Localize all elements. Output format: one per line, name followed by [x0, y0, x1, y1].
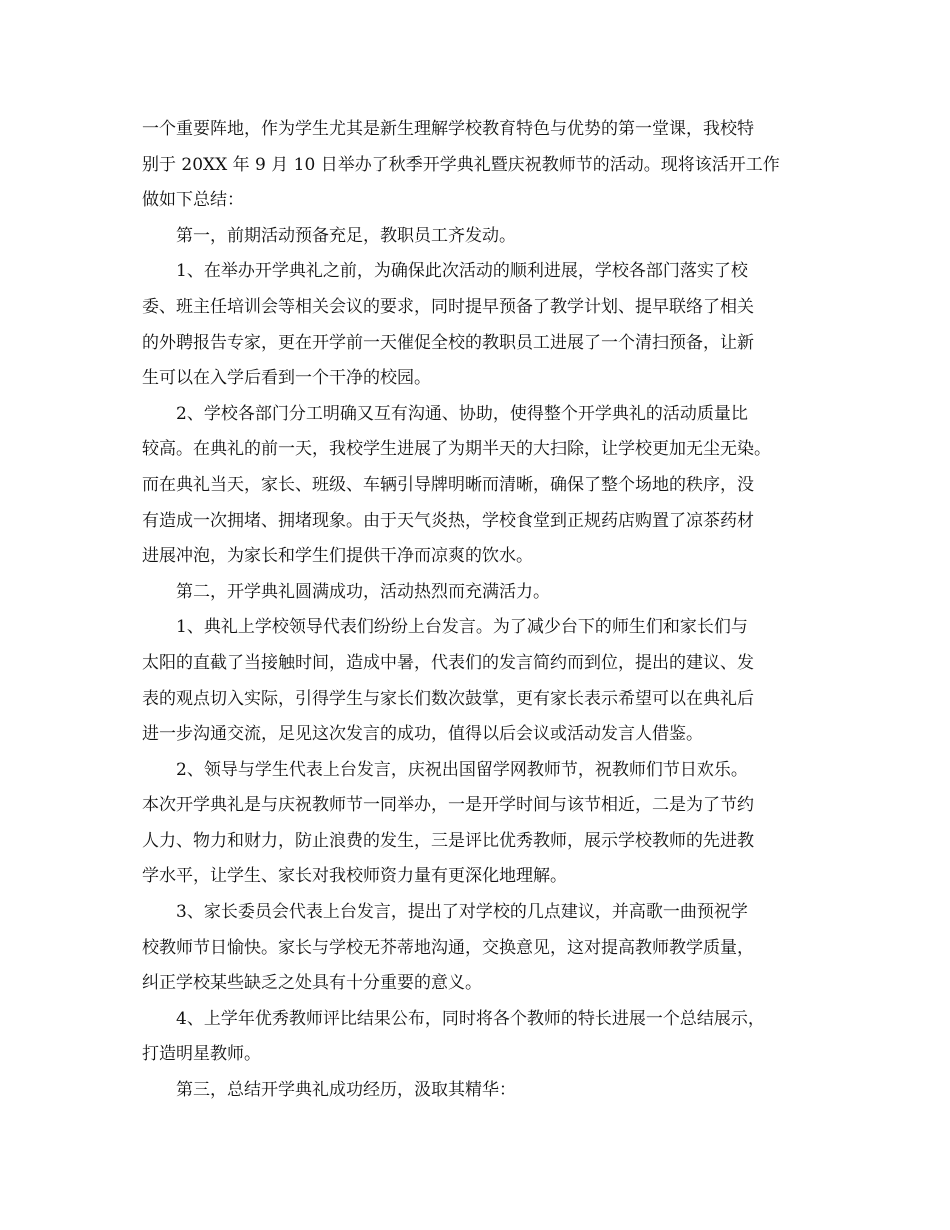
text-line: 有造成一次拥堵、拥堵现象。由于天气炎热，学校食堂到正规药店购置了凉茶药材	[142, 510, 754, 531]
text-line: 委、班主任培训会等相关会议的要求，同时提早预备了教学计划、提早联络了相关	[142, 296, 754, 317]
text-line: 人力、物力和财力，防止浪费的发生，三是评比优秀教师，展示学校教师的先进教	[142, 830, 754, 851]
document-body	[142, 112, 818, 1109]
text-line: 3、家长委员会代表上台发言，提出了对学校的几点建议，并高歌一曲预祝学	[176, 902, 748, 923]
text-line: 进一步沟通交流，足见这次发言的成功，值得以后会议或活动发言人借鉴。	[142, 724, 703, 745]
text-line: 2、学校各部门分工明确又互有沟通、协助，使得整个开学典礼的活动质量比	[176, 403, 748, 424]
text-line: 1、典礼上学校领导代表们纷纷上台发言。为了减少台下的师生们和家长们与	[176, 617, 748, 638]
text-line: 生可以在入学后看到一个干净的校园。	[142, 368, 431, 389]
text-line: 别于 20XX 年 9 月 10 日举办了秋季开学典礼暨庆祝教师节的活动。现将该活开工作	[142, 154, 780, 175]
text-line: 打造明星教师。	[142, 1044, 261, 1065]
section-heading-3: 第三，总结开学典礼成功经历，汲取其精华：	[176, 1080, 516, 1101]
text-line: 1、在举办开学典礼之前，为确保此次活动的顺利进展，学校各部门落实了校	[176, 261, 748, 282]
text-line: 校教师节日愉快。家长与学校无芥蒂地沟通，交换意见，这对提高教师教学质量，	[142, 937, 754, 958]
text-line: 2、领导与学生代表上台发言，庆祝出国留学网教师节，祝教师们节日欢乐。	[176, 759, 748, 780]
text-line: 做如下总结：	[142, 190, 244, 211]
text-line: 太阳的直截了当接触时间，造成中暑，代表们的发言简约而到位，提出的建议、发	[142, 652, 754, 673]
text-line: 的外聘报告专家，更在开学前一天催促全校的教职员工进展了一个清扫预备，让新	[142, 332, 754, 353]
section-heading-2: 第二，开学典礼圆满成功，活动热烈而充满活力。	[176, 581, 550, 602]
text-line: 进展冲泡，为家长和学生们提供干净而凉爽的饮水。	[142, 546, 533, 567]
text-line: 表的观点切入实际，引得学生与家长们数次鼓掌，更有家长表示希望可以在典礼后	[142, 688, 754, 709]
text-line: 较高。在典礼的前一天，我校学生进展了为期半天的大扫除，让学校更加无尘无染。	[142, 439, 771, 460]
section-heading-1: 第一，前期活动预备充足，教职员工齐发动。	[176, 225, 516, 246]
text-line: 一个重要阵地，作为学生尤其是新生理解学校教育特色与优势的第一堂课，我校特	[142, 119, 754, 139]
text-line: 本次开学典礼是与庆祝教师节一同举办，一是开学时间与该节相近，二是为了节约	[142, 795, 754, 816]
text-line: 4、上学年优秀教师评比结果公布，同时将各个教师的特长进展一个总结展示，	[176, 1008, 765, 1029]
text-line: 学水平，让学生、家长对我校师资力量有更深化地理解。	[142, 866, 567, 887]
text-line: 纠正学校某些缺乏之处具有十分重要的意义。	[142, 973, 482, 994]
text-line: 而在典礼当天，家长、班级、车辆引导牌明晰而清晰，确保了整个场地的秩序，没	[142, 474, 754, 495]
